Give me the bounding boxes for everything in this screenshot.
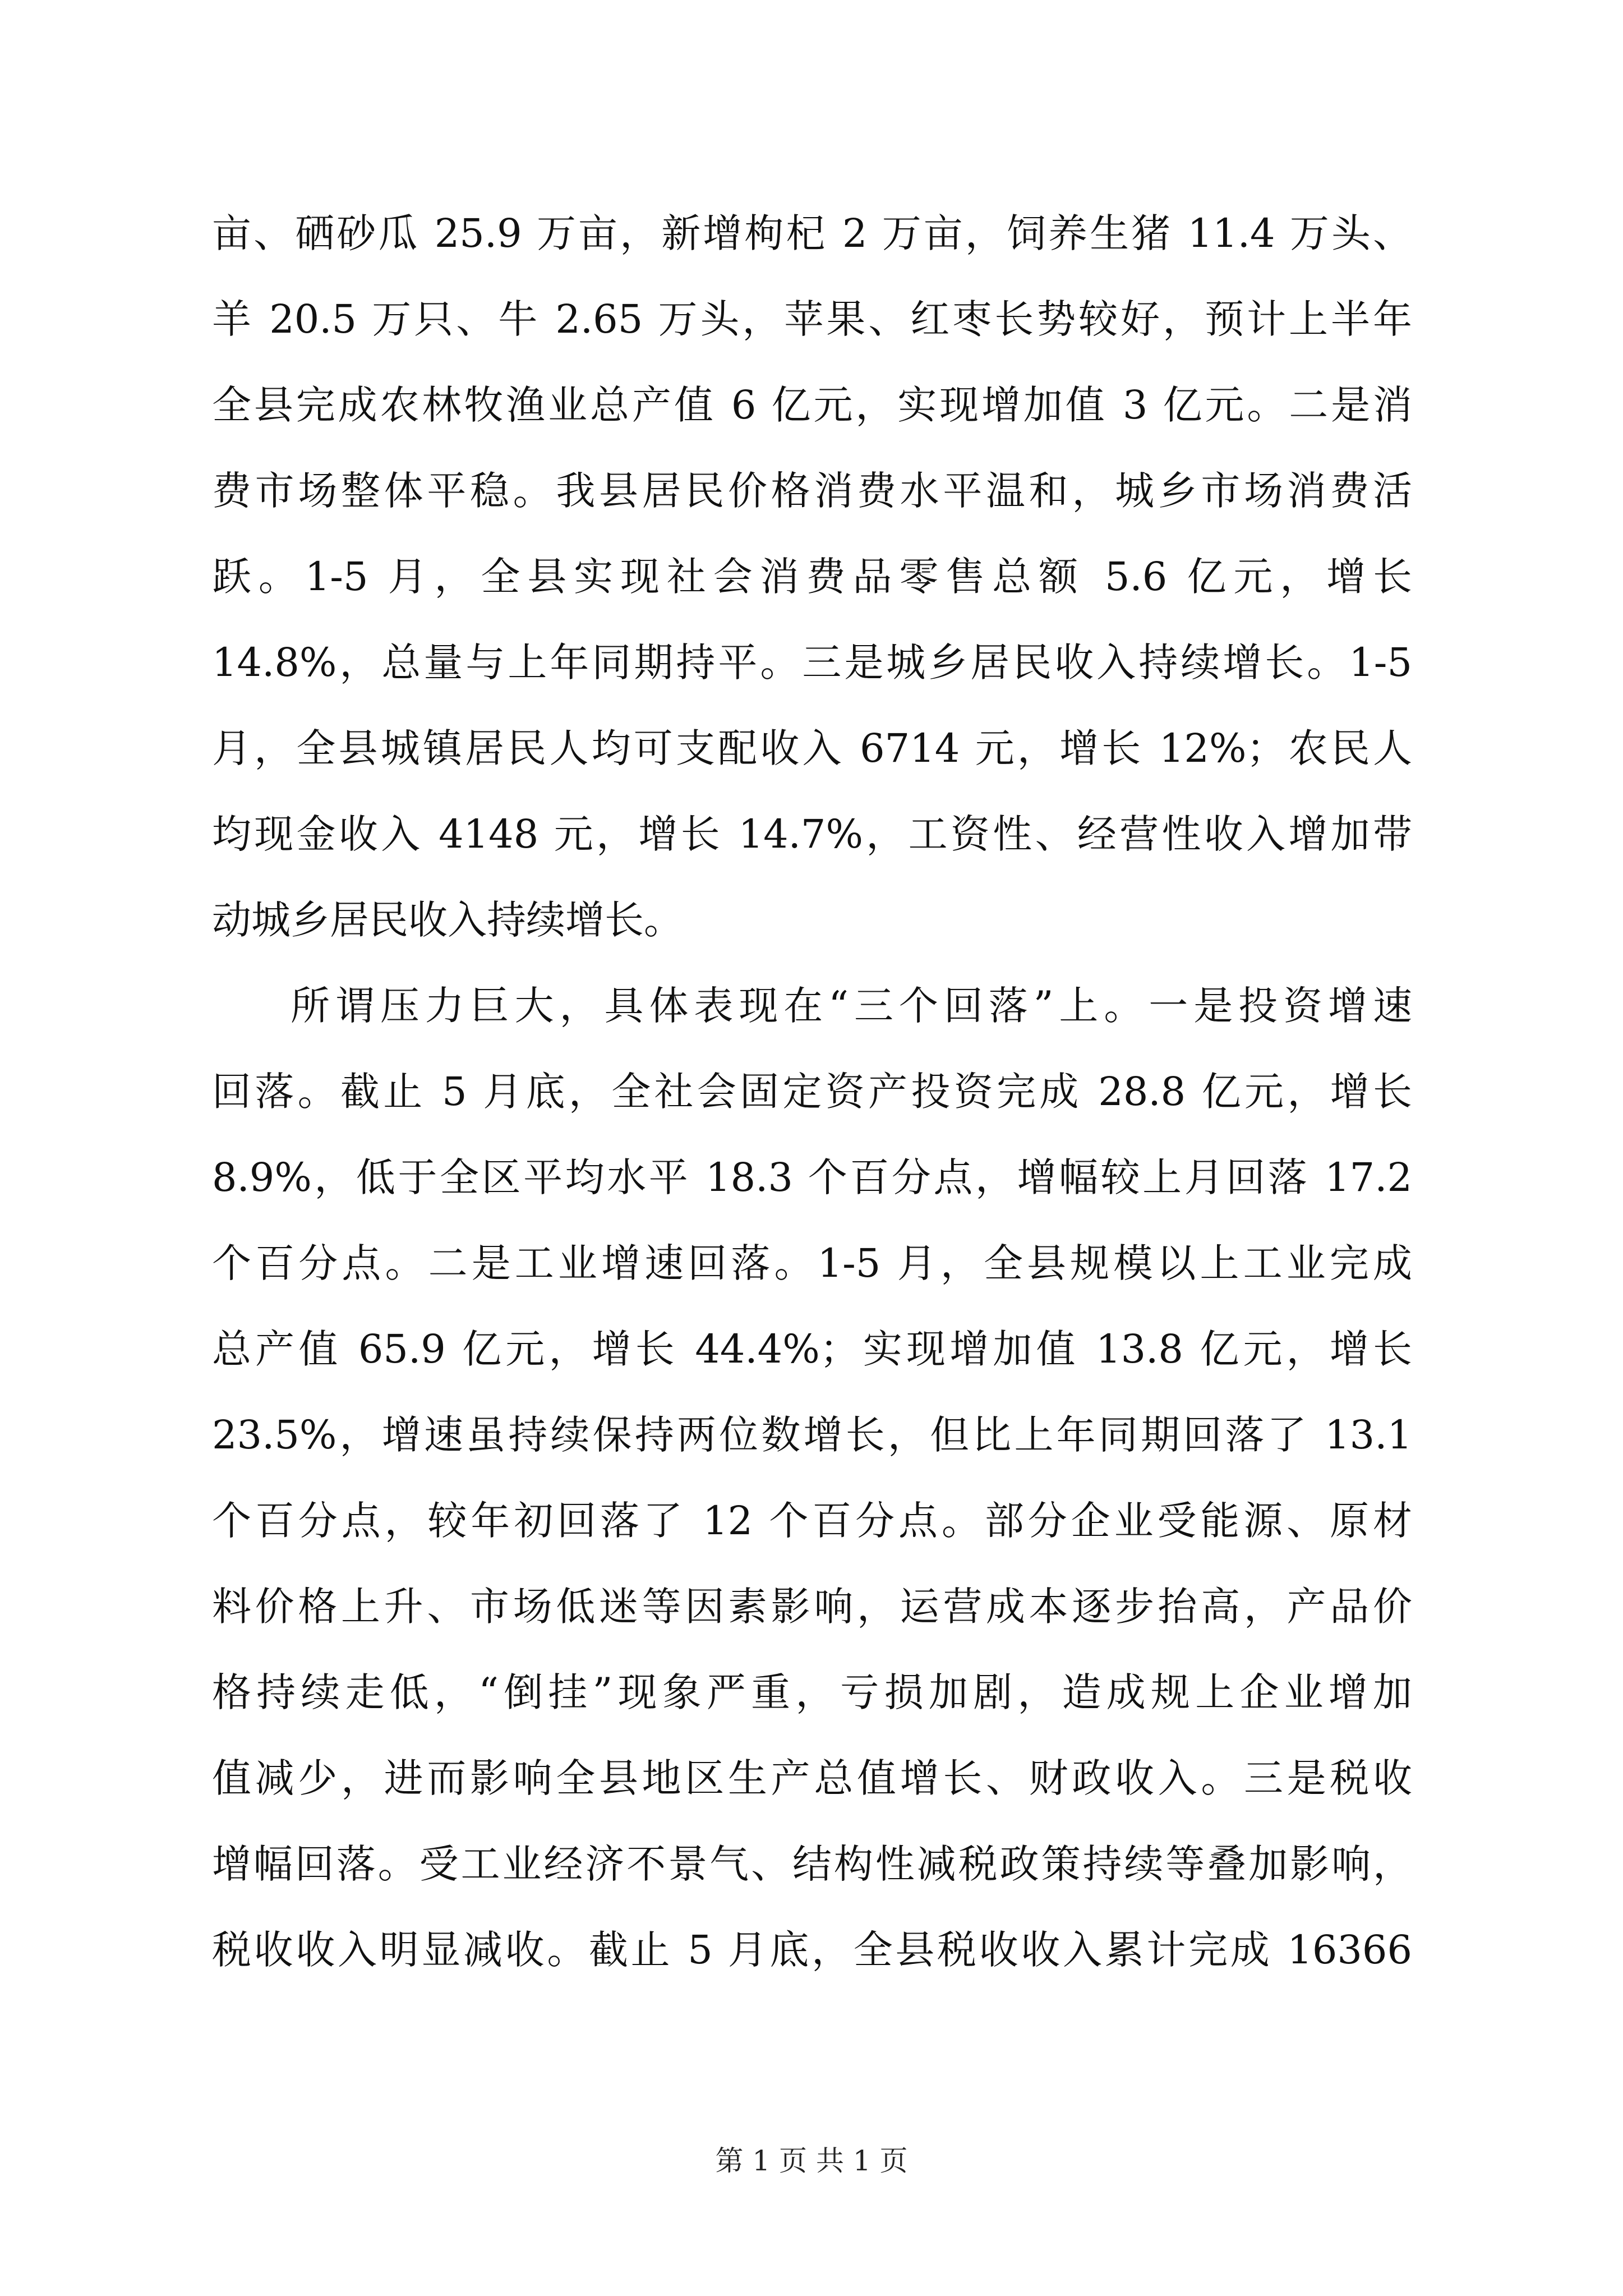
text-line: 总产值 65.9 亿元，增长 44.4%；实现增加值 13.8 亿元，增长 (212, 1326, 1412, 1372)
page-number-footer: 第 1 页 共 1 页 (715, 2145, 908, 2177)
text-line: 羊 20.5 万只、牛 2.65 万头，苹果、红枣长势较好，预计上半年 (212, 296, 1412, 342)
text-line: 跃。1-5 月，全县实现社会消费品零售总额 5.6 亿元，增长 (212, 554, 1412, 600)
text-line: 回落。截止 5 月底，全社会固定资产投资完成 28.8 亿元，增长 (212, 1069, 1412, 1115)
text-line: 均现金收入 4148 元，增长 14.7%，工资性、经营性收入增加带 (212, 811, 1412, 857)
text-line: 税收收入明显减收。截止 5 月底，全县税收收入累计完成 16366 (212, 1927, 1412, 1973)
text-line: 个百分点，较年初回落了 12 个百分点。部分企业受能源、原材 (212, 1498, 1412, 1544)
text-line: 8.9%，低于全区平均水平 18.3 个百分点，增幅较上月回落 17.2 (212, 1154, 1412, 1200)
text-line: 14.8%，总量与上年同期持平。三是城乡居民收入持续增长。1-5 (212, 639, 1412, 685)
text-line: 个百分点。二是工业增速回落。1-5 月，全县规模以上工业完成 (212, 1240, 1412, 1286)
text-line: 格持续走低，“倒挂”现象严重，亏损加剧，造成规上企业增加 (212, 1669, 1412, 1715)
text-line: 料价格上升、市场低迷等因素影响，运营成本逐步抬高，产品价 (212, 1584, 1412, 1630)
text-line: 所谓压力巨大，具体表现在“三个回落”上。一是投资增速 (291, 983, 1412, 1029)
text-line: 亩、硒砂瓜 25.9 万亩，新增枸杞 2 万亩，饲养生猪 11.4 万头、 (212, 210, 1412, 256)
text-line: 月，全县城镇居民人均可支配收入 6714 元，增长 12%；农民人 (212, 725, 1412, 771)
text-line: 增幅回落。受工业经济不景气、结构性减税政策持续等叠加影响， (212, 1841, 1412, 1887)
text-line: 23.5%，增速虽持续保持两位数增长，但比上年同期回落了 13.1 (212, 1412, 1412, 1458)
text-line: 全县完成农林牧渔业总产值 6 亿元，实现增加值 3 亿元。二是消 (212, 382, 1412, 428)
document-body (212, 191, 1412, 1993)
text-line: 费市场整体平稳。我县居民价格消费水平温和，城乡市场消费活 (212, 468, 1412, 514)
text-line: 动城乡居民收入持续增长。 (212, 897, 683, 943)
text-line: 值减少，进而影响全县地区生产总值增长、财政收入。三是税收 (212, 1755, 1412, 1801)
